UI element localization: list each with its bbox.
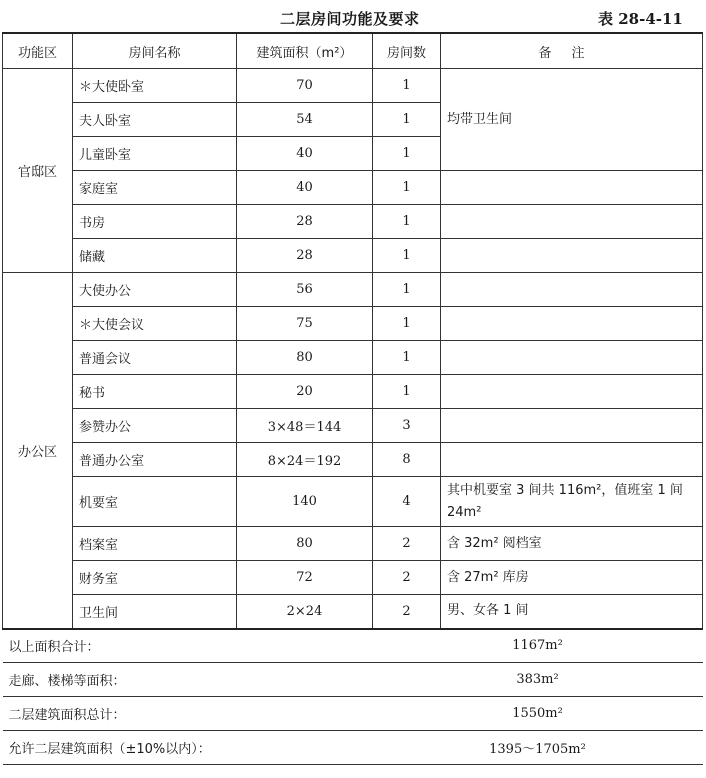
table-row (3, 527, 703, 561)
room-name: 财务室 (73, 561, 237, 595)
room-count: 8 (373, 443, 441, 477)
summary-label: 走廊、楼梯等面积： (3, 663, 373, 697)
room-note: 含 27m² 库房 (441, 561, 703, 595)
room-note: 均带卫生间 (441, 69, 703, 171)
room-count: 1 (373, 307, 441, 341)
header-count: 房间数 (373, 33, 441, 69)
room-count: 1 (373, 375, 441, 409)
room-note (441, 375, 703, 409)
room-count: 1 (373, 103, 441, 137)
room-name: 普通办公室 (73, 443, 237, 477)
header-zone: 功能区 (3, 33, 73, 69)
room-requirements-table (2, 32, 703, 765)
table-row (3, 171, 703, 205)
room-note (441, 443, 703, 477)
table-row (3, 205, 703, 239)
room-name: 储藏 (73, 239, 237, 273)
room-area: 3×48＝144 (237, 409, 373, 443)
summary-label: 允许二层建筑面积（±10%以内）： (3, 731, 373, 765)
room-name: ＊大使卧室 (73, 69, 237, 103)
summary-value: 1167m² (373, 629, 703, 663)
room-note (441, 307, 703, 341)
summary-row (3, 697, 703, 731)
table-row (3, 409, 703, 443)
room-note (441, 341, 703, 375)
room-area: 75 (237, 307, 373, 341)
room-count: 1 (373, 273, 441, 307)
summary-label: 以上面积合计： (3, 629, 373, 663)
room-area: 70 (237, 69, 373, 103)
room-name: ＊大使会议 (73, 307, 237, 341)
summary-row (3, 663, 703, 697)
room-note (441, 409, 703, 443)
table-row (3, 375, 703, 409)
room-area: 40 (237, 171, 373, 205)
room-name: 卫生间 (73, 595, 237, 629)
zone-office: 办公区 (3, 273, 73, 629)
summary-value: 1550m² (373, 697, 703, 731)
room-count: 1 (373, 341, 441, 375)
room-count: 3 (373, 409, 441, 443)
header-room-name: 房间名称 (73, 33, 237, 69)
table-row (3, 307, 703, 341)
room-count: 1 (373, 239, 441, 273)
room-count: 1 (373, 171, 441, 205)
table-caption: 二层房间功能及要求 (280, 10, 420, 28)
room-area: 8×24＝192 (237, 443, 373, 477)
room-note: 男、女各 1 间 (441, 595, 703, 629)
room-count: 1 (373, 205, 441, 239)
room-name: 参赞办公 (73, 409, 237, 443)
summary-row (3, 629, 703, 663)
room-name: 书房 (73, 205, 237, 239)
room-area: 28 (237, 205, 373, 239)
room-count: 2 (373, 527, 441, 561)
header-notes: 备注 (441, 33, 703, 69)
room-area: 72 (237, 561, 373, 595)
room-area: 28 (237, 239, 373, 273)
room-note: 含 32m² 阅档室 (441, 527, 703, 561)
summary-value: 383m² (373, 663, 703, 697)
table-row (3, 239, 703, 273)
table-row (3, 273, 703, 307)
room-name: 档案室 (73, 527, 237, 561)
table-row (3, 69, 703, 103)
room-count: 2 (373, 561, 441, 595)
summary-label: 二层建筑面积总计： (3, 697, 373, 731)
room-name: 秘书 (73, 375, 237, 409)
room-note (441, 205, 703, 239)
room-area: 54 (237, 103, 373, 137)
room-name: 普通会议 (73, 341, 237, 375)
summary-value: 1395～1705m² (373, 731, 703, 765)
room-name: 儿童卧室 (73, 137, 237, 171)
header-row (3, 33, 703, 69)
room-area: 20 (237, 375, 373, 409)
room-name: 大使办公 (73, 273, 237, 307)
zone-residence: 官邸区 (3, 69, 73, 273)
room-note: 其中机要室 3 间共 116m²，值班室 1 间24m² (441, 477, 703, 527)
table-row (3, 341, 703, 375)
room-area: 80 (237, 527, 373, 561)
room-name: 夫人卧室 (73, 103, 237, 137)
table-row (3, 595, 703, 629)
table-row (3, 443, 703, 477)
room-note (441, 171, 703, 205)
table-title-bar (0, 4, 706, 30)
room-count: 1 (373, 137, 441, 171)
room-note (441, 239, 703, 273)
room-name: 家庭室 (73, 171, 237, 205)
room-count: 2 (373, 595, 441, 629)
room-area: 2×24 (237, 595, 373, 629)
summary-row (3, 731, 703, 765)
room-area: 40 (237, 137, 373, 171)
room-count: 1 (373, 69, 441, 103)
room-area: 80 (237, 341, 373, 375)
room-name: 机要室 (73, 477, 237, 527)
room-count: 4 (373, 477, 441, 527)
header-area: 建筑面积（m²） (237, 33, 373, 69)
table-row (3, 477, 703, 527)
table-row (3, 561, 703, 595)
room-area: 56 (237, 273, 373, 307)
table-number: 表 28-4-11 (598, 10, 683, 28)
room-note (441, 273, 703, 307)
room-area: 140 (237, 477, 373, 527)
